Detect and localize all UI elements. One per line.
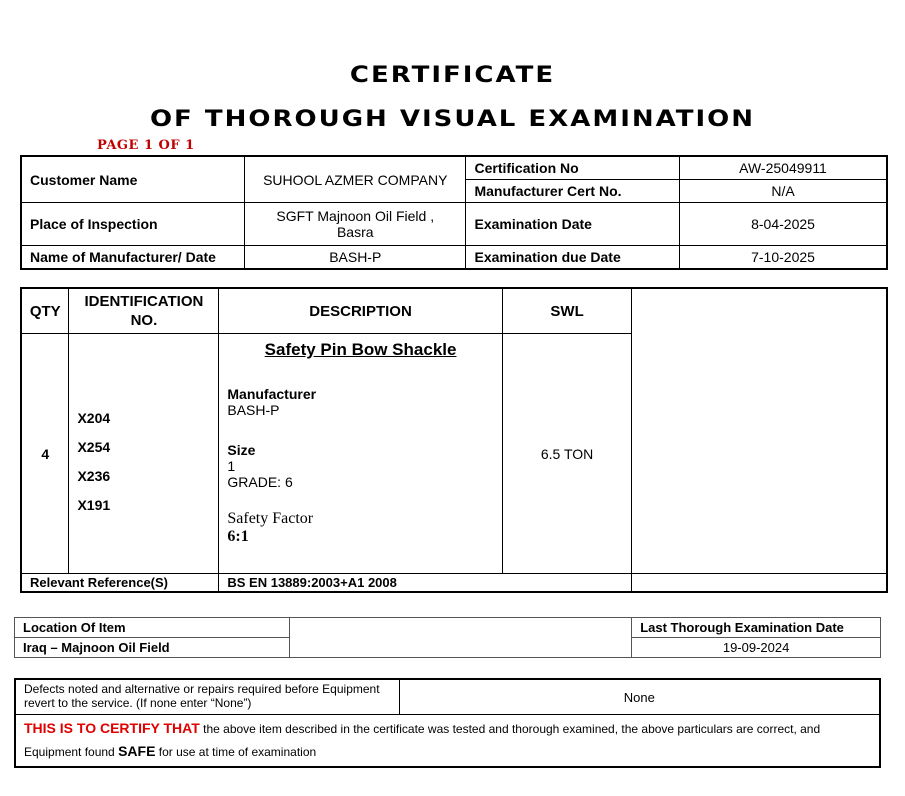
manufacturer-name-value: BASH-P — [245, 246, 466, 270]
description-header: DESCRIPTION — [219, 288, 502, 334]
description-cell — [219, 334, 502, 574]
qty-value: 4 — [21, 334, 69, 574]
swl-header: SWL — [502, 288, 632, 334]
safety-factor-label: Safety Factor — [227, 510, 314, 527]
examination-date-value: 8-04-2025 — [680, 203, 887, 246]
manufacturer-value: BASH-P — [227, 402, 280, 418]
place-of-inspection-label: Place of Inspection — [21, 203, 245, 246]
size-value: 1 — [227, 458, 236, 474]
certificate-title: CERTIFICATE — [349, 62, 556, 88]
blank-cell — [632, 288, 887, 574]
certification-no-label: Certification No — [466, 156, 680, 180]
identification-list — [69, 334, 219, 574]
identification-header: IDENTIFICATION NO. — [69, 288, 219, 334]
location-table — [14, 617, 881, 658]
item-title: Safety Pin Bow Shackle — [264, 340, 457, 359]
examination-due-date-label: Examination due Date — [466, 246, 680, 270]
examination-date-label: Examination Date — [466, 203, 680, 246]
last-exam-date-value: 19-09-2024 — [632, 638, 881, 658]
identification-number: X191 — [77, 496, 111, 513]
manufacturer-cert-value: N/A — [680, 180, 887, 203]
safe-word: SAFE — [118, 743, 156, 759]
defects-label: Defects noted and alternative or repairs required before Equipment revert to the service. (If none enter “None”) — [15, 679, 399, 715]
size-label: Size — [227, 442, 256, 458]
defects-table — [14, 678, 881, 768]
item-details-table — [20, 287, 888, 593]
customer-name-label: Customer Name — [21, 156, 245, 203]
manufacturer-label: Manufacturer — [227, 386, 317, 402]
reference-value: BS EN 13889:2003+A1 2008 — [219, 574, 632, 593]
location-value: Iraq – Majnoon Oil Field — [15, 638, 290, 658]
place-of-inspection-value: SGFT Majnoon Oil Field , Basra — [245, 203, 466, 246]
certificate-info-table — [20, 155, 888, 270]
certify-lead: THIS IS TO CERTIFY THAT — [24, 720, 200, 736]
manufacturer-cert-label: Manufacturer Cert No. — [466, 180, 680, 203]
blank-cell — [632, 574, 887, 593]
qty-header: QTY — [21, 288, 69, 334]
last-exam-date-label: Last Thorough Examination Date — [632, 618, 881, 638]
identification-number: X236 — [77, 467, 111, 484]
identification-number: X254 — [77, 438, 111, 455]
certificate-subtitle: OF THOROUGH VISUAL EXAMINATION — [149, 106, 756, 132]
safety-factor-value: 6:1 — [227, 528, 249, 545]
grade-value: GRADE: 6 — [227, 474, 293, 490]
certification-statement — [15, 715, 880, 768]
certify-text: the above item described in the certificate was tested and thorough examined, the above particulars are correct, and Equipment found — [24, 722, 821, 759]
page-label: PAGE 1 OF 1 — [97, 138, 195, 153]
manufacturer-name-label: Name of Manufacturer/ Date — [21, 246, 245, 270]
examination-due-date-value: 7-10-2025 — [680, 246, 887, 270]
defects-value: None — [399, 679, 880, 715]
location-label: Location Of Item — [15, 618, 290, 638]
certify-text-end: for use at time of examination — [155, 745, 317, 759]
blank-cell — [289, 618, 632, 658]
swl-value: 6.5 TON — [502, 334, 632, 574]
identification-number: X204 — [77, 409, 111, 426]
reference-label: Relevant Reference(S) — [21, 574, 219, 593]
certification-no-value: AW-25049911 — [680, 156, 887, 180]
customer-name-value: SUHOOL AZMER COMPANY — [245, 156, 466, 203]
